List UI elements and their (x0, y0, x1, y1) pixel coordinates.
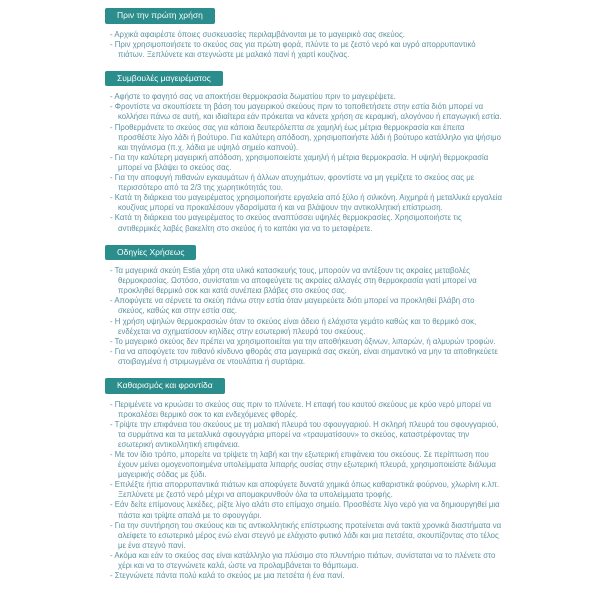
bullet-list (110, 400, 503, 582)
list-item (110, 480, 503, 500)
list-item (110, 500, 503, 520)
section-title-badge (105, 378, 225, 394)
list-item (110, 266, 503, 296)
list-item-text: Επιλέξτε ήπια απορρυπαντικά πιάτων και αποφύγετε δυνατά χημικά όπως καθαριστικά φούρνου, χλωρίνη κ.λπ. Ξεπλύνετε με ζεστό νερό μέχρι να απομακρυνθούν όλα τα υπολείμματα τροφής. (114, 480, 500, 500)
dash-bullet: - (110, 316, 115, 326)
dash-bullet: - (110, 213, 115, 223)
list-item-text: Για να αποφύγετε τον πιθανό κίνδυνο φθοράς στα μαγειρικά σας σκεύη, είναι σημαντικό να μην τα αποθηκεύετε στοιβαγμένα ή στριμωγμένα σε ντουλάπια ή συρτάρια. (114, 346, 498, 366)
dash-bullet: - (110, 336, 115, 346)
section-title: Καθαρισμός και φροντίδα (117, 380, 213, 391)
list-item-text: Στεγνώνετε πάντα πολύ καλά το σκεύος με μια πετσέτα ή ένα πανί. (114, 571, 345, 581)
list-item-text: Η χρήση υψηλών θερμοκρασιών όταν το σκεύος είναι άδειο ή ελάχιστα γεμάτο καθώς και το θερμικό σοκ, ενδέχεται να σχηματίσουν κηλίδες στην εσωτερική πλευρά του σκεύους. (114, 316, 477, 336)
instructions-document (105, 5, 503, 589)
section-title-badge (105, 71, 223, 87)
dash-bullet: - (110, 399, 115, 409)
dash-bullet: - (110, 152, 115, 162)
dash-bullet: - (110, 92, 115, 102)
section (105, 68, 503, 234)
list-item (110, 337, 503, 347)
list-item (110, 123, 503, 153)
dash-bullet: - (110, 296, 115, 306)
list-item-text: Για την συντήρηση του σκεύους και τις αντικολλητικής επίστρωσης προτείνεται ανά τακτά χρονικά διαστήματα να αλείφετε το εσωτερικό μέρος ενώ είναι στεγνό με ελάχιστο φυτικό λάδι και μια πετσέτα, σκουπίζοντας στο τέλος με ένα στεγνό πανί. (114, 520, 502, 550)
dash-bullet: - (110, 193, 115, 203)
section-title-badge (105, 245, 196, 261)
dash-bullet: - (110, 102, 115, 112)
section (105, 242, 503, 367)
dash-bullet: - (110, 550, 115, 560)
list-item-text: Πριν χρησιμοποιήσετε το σκεύος σας για πρώτη φορά, πλύντε το με ζεστό νερό και υγρό απορρυπαντικό πιάτων. Ξεπλύνετε και στεγνώστε με μαλακό πανί ή χαρτί κουζίνας. (114, 39, 476, 59)
dash-bullet: - (110, 571, 115, 581)
list-item (110, 571, 503, 581)
list-item (110, 296, 503, 316)
list-item (110, 153, 503, 173)
dash-bullet: - (110, 346, 115, 356)
list-item-text: Με τον ίδιο τρόπο, μπορείτε να τρίψετε τη λαβή και την εξωτερική επιφάνεια του σκεύους. Σε περίπτωση που έχουν μείνει ομογενοποιημένα υπολείμματα λιπαρής ουσίας στην εξωτερική πλευρά, χρησιμοποιείστε διάλυμα μαγειρικής σόδας με ξύδι. (114, 450, 496, 480)
dash-bullet: - (110, 266, 115, 276)
list-item-text: Κατά τη διάρκεια του μαγειρέματος το σκεύος αναπτύσσει υψηλές θερμοκρασίες. Χρησιμοποιήστε τις αντιθερμικές λαβές βακελίτη στο σκεύος ή το καπάκι για να το μεταφέρετε. (114, 213, 462, 233)
section-title: Πριν την πρώτη χρήση (117, 10, 203, 20)
list-item-text: Προθερμάνετε το σκεύος σας για κάποια δευτερόλεπτα σε χαμηλή έως μέτρια θερμοκρασία και έπειτα προσθέστε λίγο λάδι ή βούτυρο. Για καλύτερη απόδοση, χρησιμοποιήστε λάδι ή βούτυρο κατάλληλο για ψήσιμο και τηγάνισμα (π.χ. λάδια με υψηλό σημείο καπνού). (114, 122, 501, 152)
section-title-badge (105, 8, 215, 24)
list-item-text: Τα μαγειρικά σκεύη Estia χάρη στα υλικά κατασκευής τους, μπορούν να αντέξουν τις ακραίες μεταβολές θερμοκρασίας. Ωστόσο, συνίσταται να αποφεύγετε τις ακραίες αλλαγές στη θερμοκρασία γιατί μπορεί να προκληθεί θερμικό σοκ και κατά συνέπεια βλάβες στο σκεύος σας. (114, 266, 477, 296)
dash-bullet: - (110, 29, 115, 39)
list-item-text: Φροντίστε να σκουπίσετε τη βάση του μαγειρικού σκεύους πριν το τοποθετήσετε στην εστία διότι μπορεί να κολλήσει πάνω σε αυτή, και ιδιαίτερα εάν πρόκειται να κάνετε χρήση σε κεραμική, αλογόνου ή επαγωγική εστία. (114, 102, 502, 122)
dash-bullet: - (110, 39, 115, 49)
section (105, 375, 503, 581)
section (105, 5, 503, 60)
dash-bullet: - (110, 500, 115, 510)
list-item-text: Αποφύγετε να σέρνετε τα σκεύη πάνω στην εστία όταν μαγειρεύετε διότι μπορεί να προκληθεί βλάβη στο σκεύος, καθώς και στην εστία σας. (114, 296, 475, 316)
list-item (110, 551, 503, 571)
list-item-text: Κατά τη διάρκεια του μαγειρέματος χρησιμοποιήστε εργαλεία από ξύλο ή σιλικόνη. Αιχμηρά ή μεταλλικά εργαλεία κουζίνας μπορεί να προκαλέσουν γδαρσίματα ή και να βλάψουν την αντικολλητική επίστρωση. (114, 193, 503, 213)
list-item-text: Ακόμα και εάν το σκεύος σας είναι κατάλληλο για πλύσιμο στο πλυντήριο πιάτων, συνίσταται να το πλένετε στο χέρι και να το στεγνώνετε καλά, ώστε να προλαμβάνεται το θάμπωμα. (114, 550, 496, 571)
list-item-text: Αφήστε το φαγητό σας να αποκτήσει θερμοκρασία δωματίου πριν το μαγειρέψετε. (114, 92, 396, 102)
list-item (110, 317, 503, 337)
list-item-text: Περιμένετε να κρυώσει το σκεύος σας πριν το πλύνετε. Η επαφή του καυτού σκεύους με κρύο νερό μπορεί να προκαλέσει θερμικό σοκ το και ενδεχόμενες φθορές. (114, 399, 492, 419)
list-item (110, 347, 503, 367)
section-title: Οδηγίες Χρήσεως (117, 246, 185, 257)
list-item (110, 450, 503, 480)
list-item-text: Το μαγειρικό σκεύος δεν πρέπει να χρησιμοποιείται για την αποθήκευση όξινων, λιπαρών, ή αλμυρών τροφών. (114, 336, 496, 346)
dash-bullet: - (110, 419, 115, 429)
bullet-list (110, 30, 503, 60)
list-item (110, 420, 503, 450)
list-item-text: Για την αποφυγή πιθανών εγκαυμάτων ή άλλων ατυχημάτων, φροντίστε να μη γεμίζετε το σκεύος σας με περισσότερο από τα 2/3 της χωρητικότητάς του. (114, 173, 475, 193)
list-item-text: Για την καλύτερη μαγειρική απόδοση, χρησιμοποιείστε χαμηλή ή μέτρια θερμοκρασία. Η υψηλή θερμοκρασία μπορεί να βλάψει το σκεύος σας. (114, 152, 489, 172)
dash-bullet: - (110, 480, 115, 490)
dash-bullet: - (110, 520, 115, 530)
list-item-text: Τρίψτε την επιφάνεια του σκεύους με τη μαλακή πλευρά του σφουγγαριού. Η σκληρή πλευρά του σφουγγαριού, τα συρμάτινα και τα μεταλλικά σφουγγάρια μπορεί να «τραυματίσουν» το σκεύος, καταστρέφοντας την εσωτερική αντικολλητική επιφάνεια. (114, 419, 499, 449)
list-item (110, 102, 503, 122)
list-item-text: Εάν δείτε επίμονους λεκέδες, ρίξτε λίγο αλάτι στο επίμαχο σημείο. Προσθέστε λίγο νερό για να δημιουργηθεί μια πάστα και τρίψτε απαλά με το σφουγγάρι. (114, 500, 500, 520)
dash-bullet: - (110, 122, 115, 132)
list-item (110, 213, 503, 233)
section-title: Συμβουλές μαγειρέματος (117, 72, 211, 83)
list-item-text: Αρχικά αφαιρέστε όποιες συσκευασίες περιλαμβάνονται με το μαγειρικό σας σκεύος. (114, 29, 405, 39)
list-item (110, 40, 503, 60)
list-item (110, 173, 503, 193)
dash-bullet: - (110, 450, 115, 459)
dash-bullet: - (110, 173, 115, 183)
list-item (110, 400, 503, 420)
bullet-list (110, 266, 503, 367)
list-item (110, 193, 503, 213)
bullet-list (110, 92, 503, 233)
list-item (110, 30, 503, 40)
list-item (110, 521, 503, 551)
list-item (110, 92, 503, 102)
